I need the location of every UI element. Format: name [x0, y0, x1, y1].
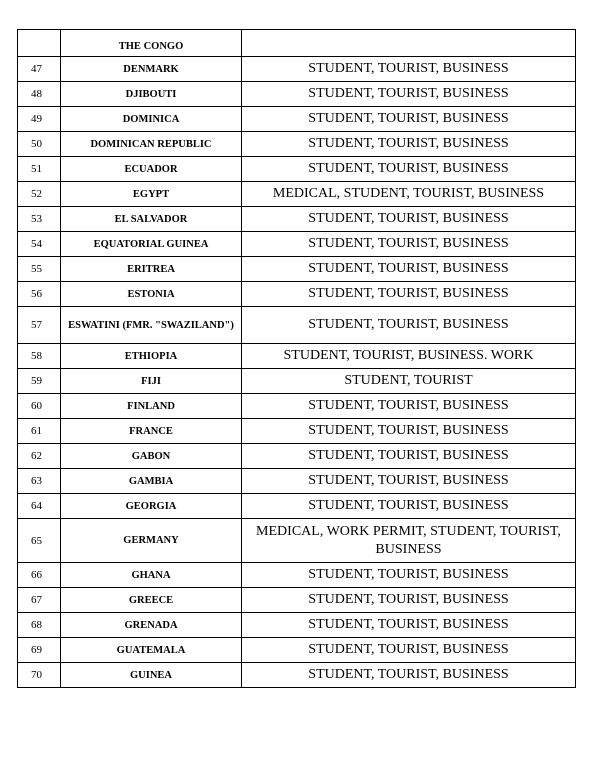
country-name: ESWATINI (FMR. "SWAZILAND"): [61, 307, 242, 344]
country-name: GERMANY: [61, 519, 242, 563]
country-name: ETHIOPIA: [61, 344, 242, 369]
country-name: GEORGIA: [61, 494, 242, 519]
row-number: 67: [18, 588, 61, 613]
row-number: 62: [18, 444, 61, 469]
visa-purpose: STUDENT, TOURIST, BUSINESS: [242, 157, 576, 182]
country-name: DENMARK: [61, 57, 242, 82]
row-number: [18, 30, 61, 57]
table-row: [18, 563, 576, 588]
table-row: [18, 207, 576, 232]
country-name: ECUADOR: [61, 157, 242, 182]
row-number: 54: [18, 232, 61, 257]
visa-purpose: STUDENT, TOURIST, BUSINESS: [242, 638, 576, 663]
table-row: [18, 307, 576, 344]
country-name: GHANA: [61, 563, 242, 588]
row-number: 49: [18, 107, 61, 132]
row-number: 61: [18, 419, 61, 444]
table-row: [18, 663, 576, 688]
table-row: [18, 469, 576, 494]
visa-purpose: STUDENT, TOURIST, BUSINESS: [242, 107, 576, 132]
table-row: [18, 444, 576, 469]
table-row: [18, 494, 576, 519]
visa-purpose: STUDENT, TOURIST, BUSINESS: [242, 494, 576, 519]
visa-purpose: STUDENT, TOURIST, BUSINESS: [242, 207, 576, 232]
row-number: 52: [18, 182, 61, 207]
country-name: GABON: [61, 444, 242, 469]
country-name: EQUATORIAL GUINEA: [61, 232, 242, 257]
visa-purpose: STUDENT, TOURIST, BUSINESS: [242, 444, 576, 469]
row-number: 59: [18, 369, 61, 394]
row-number: 68: [18, 613, 61, 638]
table-row: [18, 344, 576, 369]
table-row: [18, 638, 576, 663]
table-row: [18, 369, 576, 394]
visa-purpose: STUDENT, TOURIST, BUSINESS: [242, 232, 576, 257]
visa-purpose: STUDENT, TOURIST, BUSINESS: [242, 613, 576, 638]
table-row: [18, 132, 576, 157]
row-number: 55: [18, 257, 61, 282]
visa-purpose: STUDENT, TOURIST: [242, 369, 576, 394]
country-name: THE CONGO: [61, 30, 242, 57]
country-name: ESTONIA: [61, 282, 242, 307]
table-row: [18, 257, 576, 282]
row-number: 70: [18, 663, 61, 688]
table-row: [18, 30, 576, 57]
table-row: [18, 182, 576, 207]
row-number: 50: [18, 132, 61, 157]
row-number: 64: [18, 494, 61, 519]
country-name: DJIBOUTI: [61, 82, 242, 107]
country-name: DOMINICA: [61, 107, 242, 132]
row-number: 51: [18, 157, 61, 182]
visa-purpose: STUDENT, TOURIST, BUSINESS. WORK: [242, 344, 576, 369]
country-name: GRENADA: [61, 613, 242, 638]
visa-purpose: STUDENT, TOURIST, BUSINESS: [242, 307, 576, 344]
table-row: [18, 613, 576, 638]
country-name: GAMBIA: [61, 469, 242, 494]
table-row: [18, 519, 576, 563]
table-row: [18, 394, 576, 419]
row-number: 63: [18, 469, 61, 494]
table-row: [18, 157, 576, 182]
country-name: ERITREA: [61, 257, 242, 282]
visa-purpose: STUDENT, TOURIST, BUSINESS: [242, 57, 576, 82]
visa-purpose: MEDICAL, STUDENT, TOURIST, BUSINESS: [242, 182, 576, 207]
table-row: [18, 232, 576, 257]
visa-purpose: [242, 30, 576, 57]
country-name: FINLAND: [61, 394, 242, 419]
row-number: 53: [18, 207, 61, 232]
table-row: [18, 82, 576, 107]
row-number: 57: [18, 307, 61, 344]
table-row: [18, 419, 576, 444]
visa-purpose: STUDENT, TOURIST, BUSINESS: [242, 82, 576, 107]
visa-purpose: STUDENT, TOURIST, BUSINESS: [242, 419, 576, 444]
country-name: GREECE: [61, 588, 242, 613]
visa-purpose: STUDENT, TOURIST, BUSINESS: [242, 588, 576, 613]
visa-purpose: STUDENT, TOURIST, BUSINESS: [242, 469, 576, 494]
visa-purpose: STUDENT, TOURIST, BUSINESS: [242, 282, 576, 307]
visa-purpose: STUDENT, TOURIST, BUSINESS: [242, 563, 576, 588]
country-name: GUATEMALA: [61, 638, 242, 663]
table-row: [18, 107, 576, 132]
row-number: 60: [18, 394, 61, 419]
country-name: DOMINICAN REPUBLIC: [61, 132, 242, 157]
visa-purpose: STUDENT, TOURIST, BUSINESS: [242, 257, 576, 282]
row-number: 66: [18, 563, 61, 588]
row-number: 69: [18, 638, 61, 663]
row-number: 47: [18, 57, 61, 82]
country-name: FIJI: [61, 369, 242, 394]
country-name: EL SALVADOR: [61, 207, 242, 232]
country-name: FRANCE: [61, 419, 242, 444]
table-row: [18, 282, 576, 307]
table-row: [18, 57, 576, 82]
row-number: 56: [18, 282, 61, 307]
table-row: [18, 588, 576, 613]
visa-purpose: STUDENT, TOURIST, BUSINESS: [242, 663, 576, 688]
row-number: 48: [18, 82, 61, 107]
row-number: 65: [18, 519, 61, 563]
visa-table: [17, 29, 576, 688]
country-name: GUINEA: [61, 663, 242, 688]
visa-purpose: MEDICAL, WORK PERMIT, STUDENT, TOURIST, BUSINESS: [242, 519, 576, 563]
row-number: 58: [18, 344, 61, 369]
visa-purpose: STUDENT, TOURIST, BUSINESS: [242, 394, 576, 419]
country-name: EGYPT: [61, 182, 242, 207]
visa-purpose: STUDENT, TOURIST, BUSINESS: [242, 132, 576, 157]
